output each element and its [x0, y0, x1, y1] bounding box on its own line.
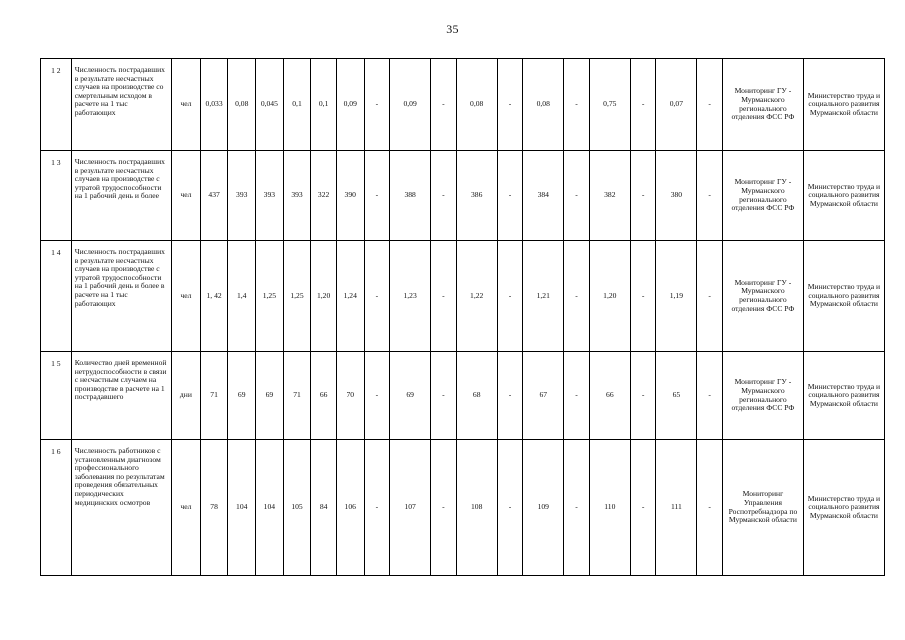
responsible-cell: Министерство труда и социального развития Мурманской области [803, 151, 884, 241]
indicator-name: Численность пострадавших в результате несчастных случаев на производстве со смертельным исходом в расчете на 1 тыс работающих [71, 59, 171, 151]
value-cell: 69 [390, 352, 431, 440]
row-number: 1 6 [41, 440, 72, 576]
table-row [41, 151, 885, 241]
value-cell: 0,045 [256, 59, 284, 151]
value-cell: 322 [311, 151, 337, 241]
table-row [41, 440, 885, 576]
value-cell: 1, 42 [200, 241, 228, 352]
value-cell: 105 [283, 440, 311, 576]
unit-cell: чел [172, 241, 201, 352]
value-cell: 0,033 [200, 59, 228, 151]
value-cell: 390 [336, 151, 364, 241]
value-cell: 1,25 [256, 241, 284, 352]
value-cell: 1,19 [656, 241, 697, 352]
value-cell: 69 [256, 352, 284, 440]
value-cell: 78 [200, 440, 228, 576]
value-cell: 67 [523, 352, 564, 440]
value-cell: - [431, 59, 457, 151]
value-cell: 0,08 [228, 59, 256, 151]
value-cell: 66 [311, 352, 337, 440]
value-cell: - [697, 352, 723, 440]
indicator-name: Численность пострадавших в результате несчастных случаев на производстве с утратой трудоспособности на 1 рабочий день и более в расчете на 1 тыс работающих [71, 241, 171, 352]
value-cell: 0,08 [456, 59, 497, 151]
value-cell: 111 [656, 440, 697, 576]
value-cell: - [697, 151, 723, 241]
value-cell: 1,4 [228, 241, 256, 352]
responsible-cell: Министерство труда и социального развития Мурманской области [803, 241, 884, 352]
unit-cell: чел [172, 59, 201, 151]
value-cell: 104 [256, 440, 284, 576]
value-cell: - [364, 59, 390, 151]
value-cell: 104 [228, 440, 256, 576]
value-cell: 0,07 [656, 59, 697, 151]
responsible-cell: Министерство труда и социального развития Мурманской области [803, 440, 884, 576]
value-cell: 1,24 [336, 241, 364, 352]
value-cell: - [564, 352, 590, 440]
value-cell: - [497, 352, 523, 440]
value-cell: - [497, 151, 523, 241]
source-cell: Мониторинг ГУ - Мурманского регионального отделения ФСС РФ [722, 59, 803, 151]
value-cell: 380 [656, 151, 697, 241]
value-cell: 1,22 [456, 241, 497, 352]
row-number: 1 2 [41, 59, 72, 151]
value-cell: - [697, 440, 723, 576]
unit-cell: чел [172, 151, 201, 241]
row-number: 1 3 [41, 151, 72, 241]
value-cell: - [697, 59, 723, 151]
table-row [41, 352, 885, 440]
source-cell: Мониторинг ГУ - Мурманского регионального отделения ФСС РФ [722, 352, 803, 440]
value-cell: 1,25 [283, 241, 311, 352]
value-cell: 0,1 [283, 59, 311, 151]
value-cell: 437 [200, 151, 228, 241]
value-cell: 0,08 [523, 59, 564, 151]
page-number: 35 [446, 22, 459, 36]
unit-cell: дни [172, 352, 201, 440]
indicator-name: Численность работников с установленным диагнозом профессионального заболевания по результатам проведения обязательных периодических медицинских осмотров [71, 440, 171, 576]
value-cell: - [364, 440, 390, 576]
value-cell: 71 [200, 352, 228, 440]
responsible-cell: Министерство труда и социального развития Мурманской области [803, 352, 884, 440]
value-cell: - [364, 241, 390, 352]
value-cell: 65 [656, 352, 697, 440]
value-cell: - [431, 151, 457, 241]
value-cell: - [564, 241, 590, 352]
row-number: 1 5 [41, 352, 72, 440]
value-cell: 382 [589, 151, 630, 241]
source-cell: Мониторинг ГУ - Мурманского регионального отделения ФСС РФ [722, 151, 803, 241]
value-cell: 1,20 [311, 241, 337, 352]
value-cell: - [630, 59, 656, 151]
value-cell: 393 [228, 151, 256, 241]
responsible-cell: Министерство труда и социального развития Мурманской области [803, 59, 884, 151]
value-cell: 108 [456, 440, 497, 576]
value-cell: 71 [283, 352, 311, 440]
value-cell: - [564, 151, 590, 241]
source-cell: Мониторинг ГУ - Мурманского регионального отделения ФСС РФ [722, 241, 803, 352]
value-cell: - [431, 352, 457, 440]
value-cell: 393 [283, 151, 311, 241]
indicator-table [40, 58, 885, 576]
value-cell: 1,20 [589, 241, 630, 352]
value-cell: 0,1 [311, 59, 337, 151]
unit-cell: чел [172, 440, 201, 576]
value-cell: 109 [523, 440, 564, 576]
value-cell: 84 [311, 440, 337, 576]
value-cell: 0,09 [390, 59, 431, 151]
value-cell: 69 [228, 352, 256, 440]
value-cell: - [497, 59, 523, 151]
value-cell: - [497, 440, 523, 576]
value-cell: - [364, 151, 390, 241]
value-cell: 0,09 [336, 59, 364, 151]
table-row [41, 241, 885, 352]
value-cell: 384 [523, 151, 564, 241]
value-cell: 68 [456, 352, 497, 440]
source-cell: Мониторинг Управления Роспотребнадзора по Мурманской области [722, 440, 803, 576]
row-number: 1 4 [41, 241, 72, 352]
value-cell: - [431, 440, 457, 576]
value-cell: 110 [589, 440, 630, 576]
indicator-name: Количество дней временной нетрудоспособности в связи с несчастным случаем на производстве в расчете на 1 пострадавшего [71, 352, 171, 440]
value-cell: - [497, 241, 523, 352]
value-cell: - [431, 241, 457, 352]
value-cell: 70 [336, 352, 364, 440]
value-cell: 393 [256, 151, 284, 241]
value-cell: 0,75 [589, 59, 630, 151]
value-cell: - [630, 241, 656, 352]
value-cell: 1,21 [523, 241, 564, 352]
value-cell: 1,23 [390, 241, 431, 352]
value-cell: 107 [390, 440, 431, 576]
value-cell: - [564, 440, 590, 576]
value-cell: - [630, 352, 656, 440]
value-cell: 106 [336, 440, 364, 576]
value-cell: - [630, 151, 656, 241]
value-cell: 388 [390, 151, 431, 241]
value-cell: - [364, 352, 390, 440]
value-cell: - [697, 241, 723, 352]
value-cell: - [564, 59, 590, 151]
value-cell: - [630, 440, 656, 576]
value-cell: 66 [589, 352, 630, 440]
indicator-name: Численность пострадавших в результате несчастных случаев на производстве с утратой трудоспособности на 1 рабочий день и более [71, 151, 171, 241]
table-row [41, 59, 885, 151]
value-cell: 386 [456, 151, 497, 241]
